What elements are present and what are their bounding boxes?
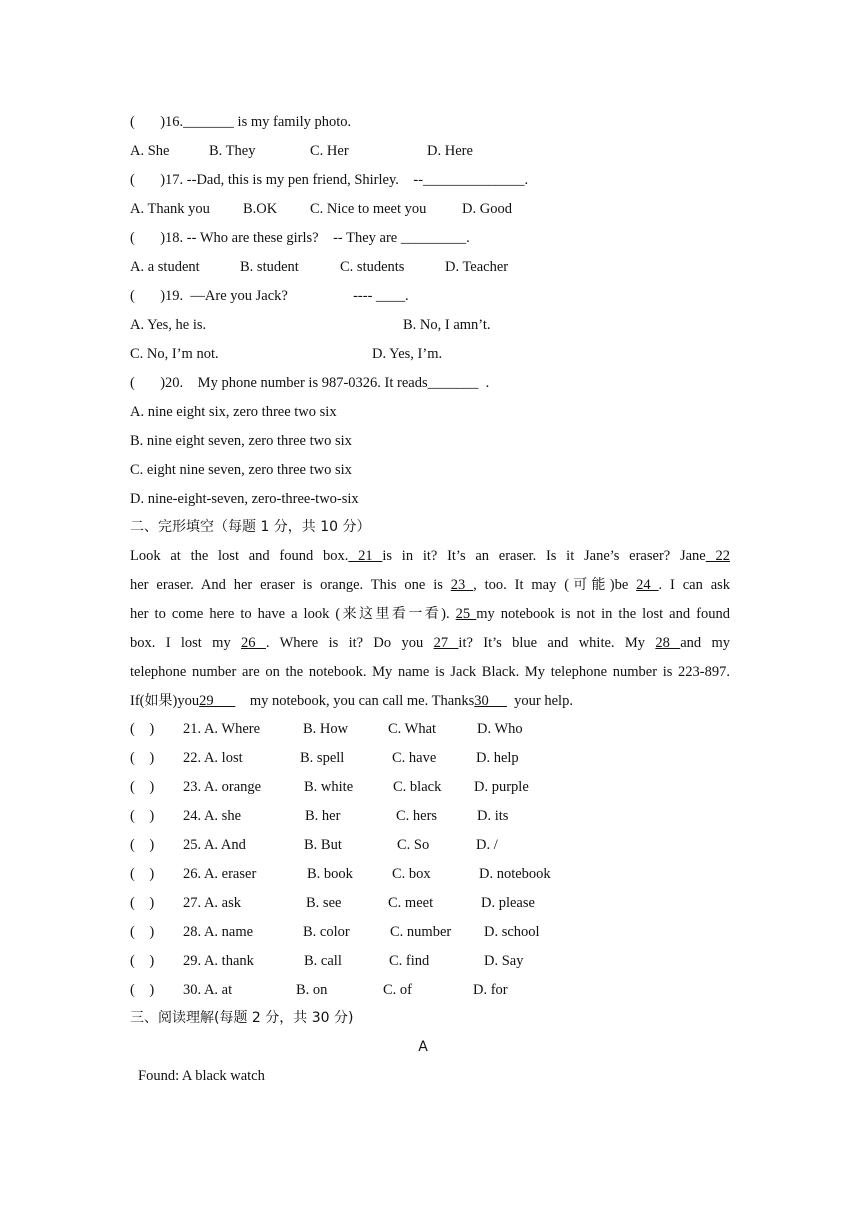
cloze-question: 25. A. And: [183, 837, 246, 853]
option-d: D. /: [476, 837, 498, 853]
found-notice-title: Found: A black watch: [138, 1068, 265, 1084]
option-a: A. She: [130, 143, 170, 159]
blank-22: 22: [705, 548, 730, 564]
option-d: D. Yes, I’m.: [372, 346, 443, 362]
option-d: D. notebook: [479, 866, 551, 882]
passage-line: If(如果)you29 my notebook, you can call me. Thanks30 your help.: [130, 693, 573, 709]
cloze-question: 21. A. Where: [183, 721, 261, 737]
option-d: D. Say: [484, 953, 524, 969]
option-d: D. school: [484, 924, 540, 940]
blank-25: 25: [455, 606, 477, 622]
passage-line: Look at the lost and found box. 21 is in it? It’s an eraser. Is it Jane’s eraser? Jane 22: [130, 548, 730, 564]
blank-29: 29: [199, 693, 236, 709]
option-b: B. They: [209, 143, 256, 159]
option-d: D. help: [476, 750, 519, 766]
blank-23: 23: [450, 577, 474, 593]
option-c: C. number: [390, 924, 452, 940]
question-number: 20: [165, 375, 180, 391]
option-c: C. hers: [396, 808, 438, 824]
question-20: ( )20. My phone number is 987-0326. It reads_______ .: [130, 375, 490, 391]
question-number: 19: [165, 288, 180, 304]
blank-24: 24: [636, 577, 659, 593]
question-stem: My phone number is 987-0326. It reads_______ .: [183, 375, 490, 391]
question-stem: _______ is my family photo.: [183, 114, 352, 130]
option-b: B. white: [304, 779, 354, 795]
option-d: D. Teacher: [445, 259, 509, 275]
option-b: B. spell: [300, 750, 345, 766]
blank-21: 21: [348, 548, 383, 564]
option-d: D. Who: [477, 721, 523, 737]
passage-line: telephone number are on the notebook. My name is Jack Black. My telephone number is 223-897.: [130, 664, 730, 680]
answer-paren: ( ): [130, 953, 155, 969]
question-19: ( )19. —Are you Jack? ---- ____.: [130, 288, 409, 304]
passage-line: her eraser. And her eraser is orange. This one is 23 , too. It may (可能)be 24 . I can ask: [130, 577, 731, 593]
option-b: B. No, I amn’t.: [403, 317, 491, 333]
option-d: D. for: [473, 982, 508, 998]
option-b: B. book: [307, 866, 353, 882]
answer-paren: ( ): [130, 866, 155, 882]
option-b: B. color: [303, 924, 350, 940]
answer-paren: ( ): [130, 721, 155, 737]
question-number: 17: [165, 172, 180, 188]
option-b: B. But: [304, 837, 342, 853]
question-number: 16: [165, 114, 180, 130]
answer-paren: ( ): [130, 982, 155, 998]
option-b: B.OK: [243, 201, 278, 217]
option-a: A. a student: [130, 259, 200, 275]
question-stem: --Dad, this is my pen friend, Shirley. --______________.: [186, 172, 529, 188]
question-17: ( )17. --Dad, this is my pen friend, Shirley. --______________.: [130, 172, 529, 188]
option-d: D. its: [477, 808, 509, 824]
answer-paren: ( ): [130, 895, 155, 911]
answer-paren: ( ): [130, 750, 155, 766]
option-c: C. Nice to meet you: [310, 201, 427, 217]
option-d: D. purple: [474, 779, 529, 795]
question-16: ( )16._______ is my family photo.: [130, 114, 352, 130]
option-d: D. nine-eight-seven, zero-three-two-six: [130, 491, 359, 507]
option-c: C. students: [340, 259, 405, 275]
option-c: C. So: [397, 837, 430, 853]
option-b: B. her: [305, 808, 341, 824]
option-d: D. Good: [462, 201, 512, 217]
option-d: D. please: [481, 895, 535, 911]
option-c: C. No, I’m not.: [130, 346, 219, 362]
option-c: C. meet: [388, 895, 434, 911]
option-c: C. What: [388, 721, 437, 737]
cloze-question: 22. A. lost: [183, 750, 243, 766]
blank-27: 27: [433, 635, 459, 651]
cloze-question: 23. A. orange: [183, 779, 262, 795]
cloze-question: 27. A. ask: [183, 895, 241, 911]
option-c: C. of: [383, 982, 412, 998]
option-c: C. find: [389, 953, 430, 969]
option-c: C. Her: [310, 143, 349, 159]
option-b: B. student: [240, 259, 299, 275]
option-b: B. nine eight seven, zero three two six: [130, 433, 352, 449]
answer-paren: ( ): [130, 779, 155, 795]
question-18: ( )18. -- Who are these girls? -- They are _________.: [130, 230, 470, 246]
option-b: B. on: [296, 982, 328, 998]
option-c: C. have: [392, 750, 437, 766]
blank-26: 26: [241, 635, 266, 651]
option-a: A. Thank you: [130, 201, 210, 217]
question-number: 18: [165, 230, 180, 246]
cloze-question: 28. A. name: [183, 924, 254, 940]
option-c: C. eight nine seven, zero three two six: [130, 462, 352, 478]
option-c: C. box: [392, 866, 431, 882]
blank-30: 30: [474, 693, 507, 709]
option-a: A. Yes, he is.: [130, 317, 207, 333]
question-stem: —Are you Jack? ---- ____.: [186, 288, 409, 304]
section-3-title: 三、阅读理解(每题 2 分，共 30 分): [130, 1010, 354, 1026]
option-b: B. How: [303, 721, 349, 737]
cloze-question: 26. A. eraser: [183, 866, 257, 882]
option-c: C. black: [393, 779, 442, 795]
option-b: B. see: [306, 895, 342, 911]
answer-paren: ( ): [130, 924, 155, 940]
part-a-heading: A: [418, 1039, 428, 1055]
question-stem: -- Who are these girls? -- They are _________.: [186, 230, 470, 246]
answer-paren: ( ): [130, 808, 155, 824]
cloze-question: 30. A. at: [183, 982, 233, 998]
answer-paren: ( ): [130, 837, 155, 853]
passage-line: box. I lost my 26 . Where is it? Do you 27 it? It’s blue and white. My 28 and my: [130, 635, 731, 651]
option-d: D. Here: [427, 143, 473, 159]
section-2-title: 二、完形填空（每题 1 分，共 10 分）: [130, 519, 371, 535]
cloze-question: 29. A. thank: [183, 953, 254, 969]
cloze-question: 24. A. she: [183, 808, 241, 824]
passage-line: her to come here to have a look (来这里看一看). 25 my notebook is not in the lost and found: [130, 606, 730, 622]
blank-28: 28: [655, 635, 681, 651]
option-a: A. nine eight six, zero three two six: [130, 404, 337, 420]
option-b: B. call: [304, 953, 342, 969]
